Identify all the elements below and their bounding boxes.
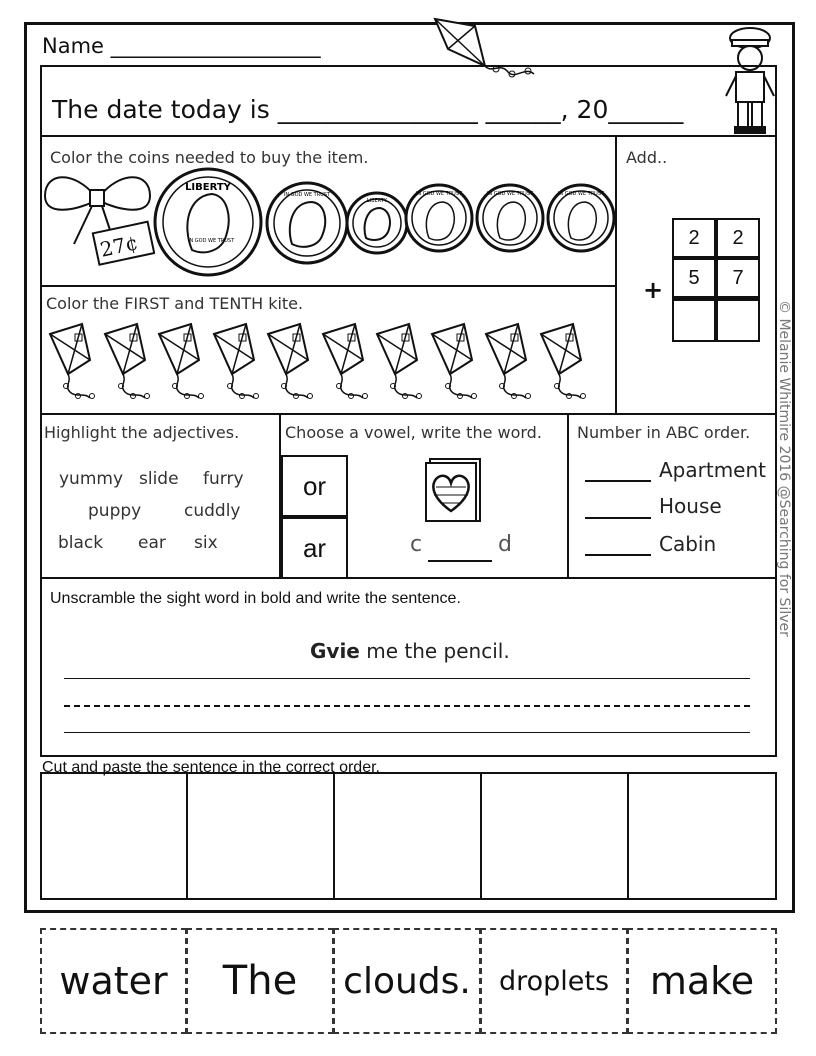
divider xyxy=(40,577,777,579)
kite-icon[interactable] xyxy=(480,320,542,404)
number-blank[interactable] xyxy=(585,517,651,519)
coin-text: LIBERTY xyxy=(366,198,388,204)
kite-icon[interactable] xyxy=(208,320,270,404)
price-tag: 27¢ xyxy=(97,230,141,262)
word-end: d xyxy=(498,532,512,557)
coin-text: IN GOD WE TRUST xyxy=(415,191,463,197)
vowel-option[interactable]: ar xyxy=(281,517,348,579)
coin-text: IN GOD WE TRUST xyxy=(557,191,605,197)
sentence-rest: me the pencil. xyxy=(359,639,510,663)
paste-box[interactable] xyxy=(186,772,335,900)
paste-box[interactable] xyxy=(40,772,188,900)
kite-icon[interactable] xyxy=(99,320,161,404)
addend-digit: 2 xyxy=(716,218,760,258)
kite-icon[interactable] xyxy=(317,320,379,404)
abc-word: House xyxy=(659,494,722,518)
word-option[interactable]: black xyxy=(58,533,104,553)
scrambled-sentence xyxy=(310,639,510,663)
coin-text: IN GOD WE TRUST xyxy=(283,192,331,198)
kite-icon[interactable] xyxy=(426,320,488,404)
word-start: c xyxy=(410,532,423,557)
word-strip[interactable]: water xyxy=(40,928,187,1034)
word-option[interactable]: cuddly xyxy=(184,501,241,521)
addend-digit: 5 xyxy=(672,258,716,298)
paste-box[interactable] xyxy=(333,772,482,900)
word-option[interactable]: yummy xyxy=(59,469,124,489)
writing-line[interactable] xyxy=(64,732,750,733)
name-field[interactable]: Name ____________________ xyxy=(42,34,321,58)
word-option[interactable]: six xyxy=(194,533,218,553)
divider xyxy=(40,135,777,137)
divider xyxy=(40,285,617,287)
vowel-option[interactable]: or xyxy=(281,455,348,517)
dime-coin-icon[interactable] xyxy=(344,190,410,256)
coin-text: LIBERTY xyxy=(185,182,231,193)
word-option[interactable]: slide xyxy=(139,469,179,489)
copyright-text: © Melanie Whitmire 2016 @Searching for Silver xyxy=(776,300,792,637)
bold-word: Gvie xyxy=(310,639,360,663)
paste-box[interactable] xyxy=(627,772,777,900)
kite-icon[interactable] xyxy=(153,320,215,404)
writing-midline xyxy=(64,705,750,707)
abc-word: Apartment xyxy=(659,458,767,482)
penny-coin-icon[interactable] xyxy=(403,182,475,254)
addend-digit: 2 xyxy=(672,218,716,258)
kite-icon[interactable] xyxy=(371,320,433,404)
word-option[interactable]: puppy xyxy=(88,501,142,521)
coin-text: IN GOD WE TRUST xyxy=(486,191,534,197)
word-strip[interactable]: clouds. xyxy=(333,928,481,1034)
divider xyxy=(40,413,777,415)
kites-instruction: Color the FIRST and TENTH kite. xyxy=(46,294,304,313)
divider xyxy=(615,135,617,413)
penny-coin-icon[interactable] xyxy=(545,182,617,254)
coins-instruction: Color the coins needed to buy the item. xyxy=(50,148,369,167)
cut-paste-instruction: Cut and paste the sentence in the correct order. xyxy=(42,759,380,776)
word-strip[interactable]: The xyxy=(186,928,334,1034)
kite-icon[interactable] xyxy=(535,320,597,404)
valentine-card-icon xyxy=(424,455,486,525)
word-strip[interactable]: make xyxy=(627,928,777,1034)
divider xyxy=(567,413,569,577)
word-option[interactable]: ear xyxy=(138,533,166,553)
answer-blank[interactable] xyxy=(428,560,492,562)
word-option[interactable]: furry xyxy=(203,469,244,489)
coin-text: IN GOD WE TRUST xyxy=(188,238,235,244)
writing-line[interactable] xyxy=(64,678,750,679)
kite-icon[interactable] xyxy=(262,320,324,404)
add-label: Add.. xyxy=(626,148,668,167)
addend-digit: 7 xyxy=(716,258,760,298)
nickel-coin-icon[interactable] xyxy=(264,180,350,266)
quarter-coin-icon[interactable] xyxy=(152,166,264,278)
paste-box[interactable] xyxy=(480,772,629,900)
bow-item-icon xyxy=(40,166,155,276)
plus-sign: + xyxy=(643,276,664,304)
word-strip[interactable]: droplets xyxy=(480,928,628,1034)
adjectives-instruction: Highlight the adjectives. xyxy=(44,423,240,442)
abc-word: Cabin xyxy=(659,532,717,556)
unscramble-instruction: Unscramble the sight word in bold and write the sentence. xyxy=(50,590,461,607)
abc-instruction: Number in ABC order. xyxy=(577,423,751,442)
answer-cell[interactable] xyxy=(716,298,760,342)
kite-icon[interactable] xyxy=(44,320,106,404)
date-field[interactable]: The date today is ________________ ______, 20______ xyxy=(52,95,684,124)
number-blank[interactable] xyxy=(585,480,651,482)
vowel-instruction: Choose a vowel, write the word. xyxy=(285,423,542,442)
answer-cell[interactable] xyxy=(672,298,716,342)
number-blank[interactable] xyxy=(585,554,651,556)
penny-coin-icon[interactable] xyxy=(474,182,546,254)
